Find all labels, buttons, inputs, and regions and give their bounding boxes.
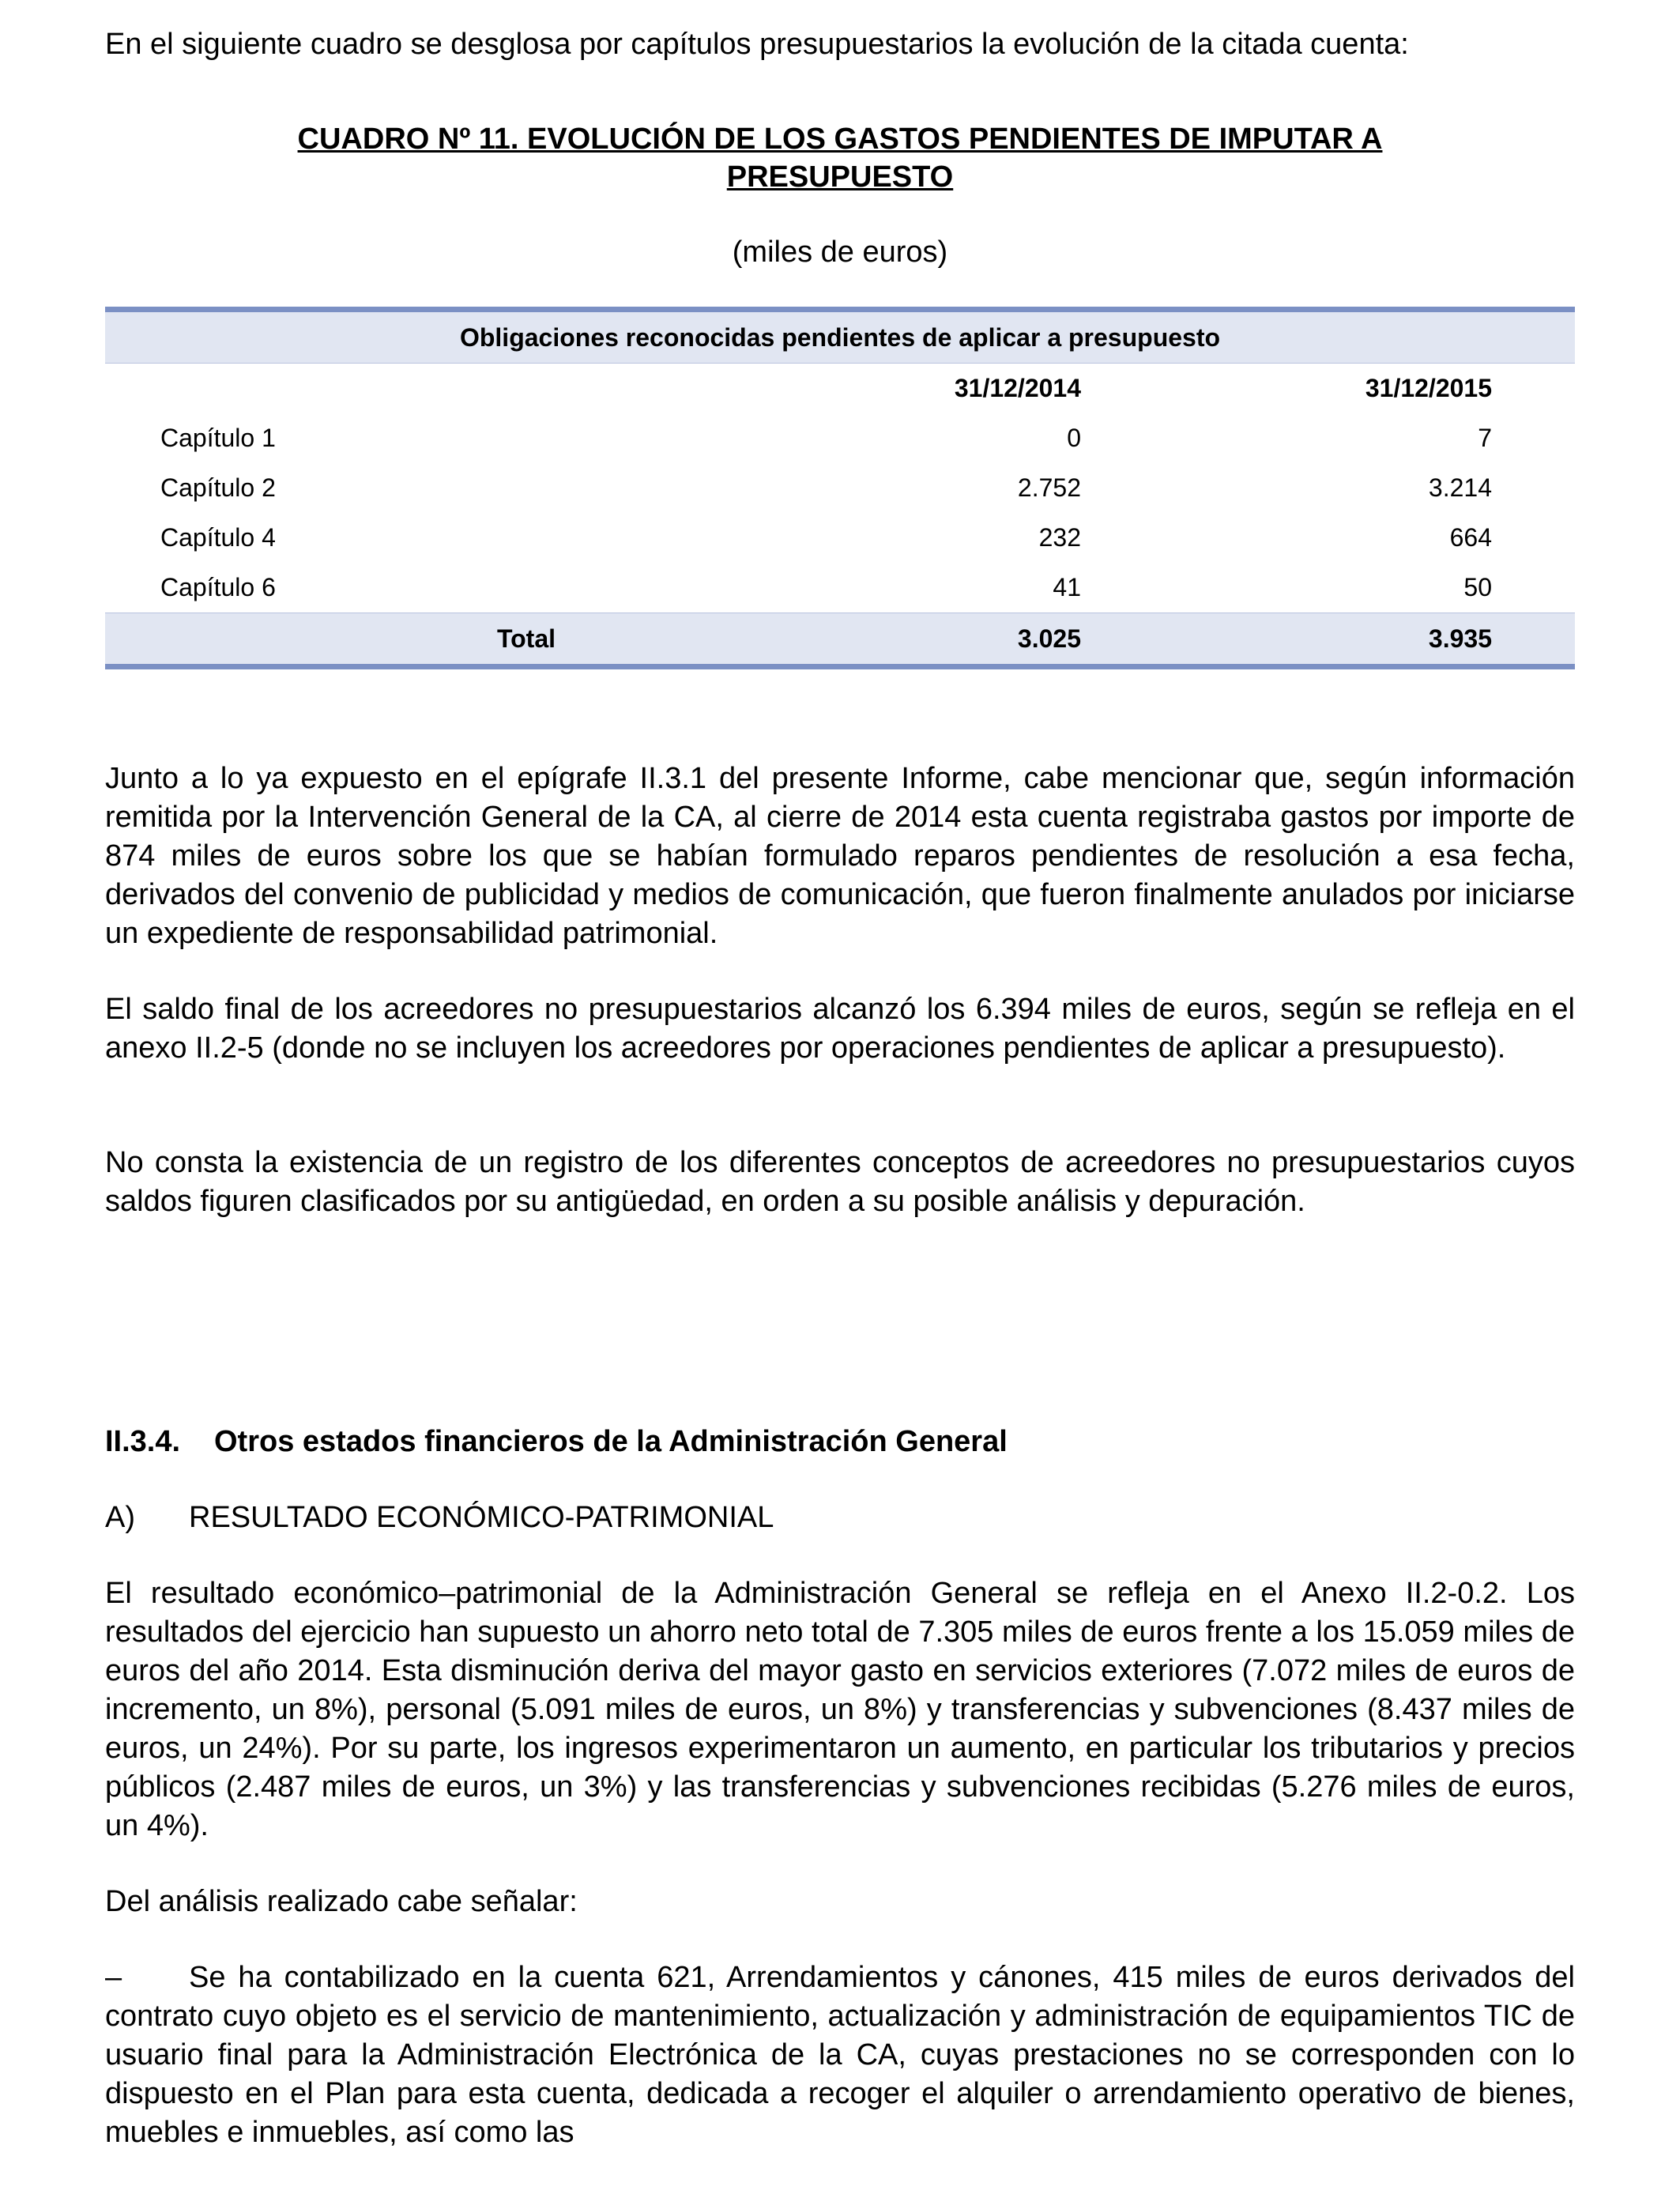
column-header-2015: 31/12/2015 — [1365, 374, 1492, 402]
paragraph-acreedores-saldo: El saldo final de los acreedores no presupuestarios alcanzó los 6.394 miles de euros, según se refleja en el anexo II.2-5 (donde no se incluyen los acreedores por operaciones pendientes de aplicar a presupuesto). — [105, 993, 1575, 1065]
table-row — [105, 563, 1575, 613]
paragraph-analisis: Del análisis realizado cabe señalar: — [105, 1885, 578, 1918]
table-row — [105, 463, 1575, 513]
cell-2015: 50 — [1463, 573, 1492, 601]
row-label: Capítulo 4 — [160, 523, 276, 552]
paragraph-reparos: Junto a lo ya expuesto en el epígrafe II.3.1 del presente Informe, cabe mencionar que, según información remitida por la Intervención General de la CA, al cierre de 2014 esta cuenta registraba gastos por importe de 874 miles de euros sobre los que se habían formulado reparos pendientes de resolución a esa fecha, derivados del convenio de publicidad y medios de comunicación, que fueron finalmente anulados por iniciarse un expediente de responsabilidad patrimonial. — [105, 762, 1575, 950]
row-label: Capítulo 6 — [160, 573, 276, 601]
cell-2015: 664 — [1449, 523, 1492, 552]
section-number: II.3.4. — [105, 1425, 181, 1458]
section-title: Otros estados financieros de la Administración General — [214, 1425, 1008, 1458]
section-heading — [105, 1423, 1575, 1461]
table-header-row — [105, 310, 1575, 364]
table-total-row — [105, 613, 1575, 667]
list-item-text: Se ha contabilizado en la cuenta 621, Arrendamientos y cánones, 415 miles de euros derivados del contrato cuyo objeto es el servicio de mantenimiento, actualización y administración de equipamientos TIC de usuario final para la Administración Electrónica de la CA, cuyas prestaciones no se corresponden con lo dispuesto en el Plan para esta cuenta, dedicada a recoger el alquiler o arrendamiento operativo de bienes, muebles e inmuebles, así como las — [105, 1961, 1575, 2149]
cell-2014: 41 — [1053, 573, 1081, 601]
row-label: Capítulo 1 — [160, 424, 276, 452]
intro-paragraph: En el siguiente cuadro se desglosa por capítulos presupuestarios la evolución de la citada cuenta: — [105, 28, 1409, 61]
row-label: Capítulo 2 — [160, 473, 276, 502]
expenses-table — [105, 307, 1575, 669]
subsection-title: RESULTADO ECONÓMICO-PATRIMONIAL — [189, 1501, 774, 1534]
table-title — [105, 120, 1575, 196]
cell-2014: 2.752 — [1017, 473, 1081, 502]
table-row — [105, 413, 1575, 463]
total-label: Total — [105, 613, 682, 667]
dash-bullet: – — [105, 1961, 122, 1994]
column-header-2014: 31/12/2014 — [954, 374, 1081, 402]
table-units: (miles de euros) — [732, 236, 948, 269]
table-title-line1: CUADRO Nº 11. EVOLUCIÓN DE LOS GASTOS PENDIENTES DE IMPUTAR A — [297, 123, 1383, 156]
total-2014: 3.025 — [682, 613, 1089, 667]
subsection-letter: A) — [105, 1501, 135, 1534]
list-item — [105, 1958, 1575, 2152]
cell-2015: 7 — [1478, 424, 1492, 452]
table-columns-row — [105, 364, 1575, 414]
cell-2015: 3.214 — [1428, 473, 1492, 502]
total-2015: 3.935 — [1089, 613, 1575, 667]
cell-2014: 0 — [1067, 424, 1081, 452]
table-header: Obligaciones reconocidas pendientes de aplicar a presupuesto — [105, 310, 1575, 364]
paragraph-acreedores-registro: No consta la existencia de un registro de los diferentes conceptos de acreedores no presupuestarios cuyos saldos figuren clasificados por su antigüedad, en orden a su posible análisis y depuración. — [105, 1146, 1575, 1218]
table-row — [105, 513, 1575, 563]
cell-2014: 232 — [1038, 523, 1081, 552]
subsection-heading — [105, 1498, 1575, 1537]
column-header-empty — [105, 364, 682, 414]
table-title-line2: PRESUPUESTO — [726, 160, 954, 194]
paragraph-resultado: El resultado económico–patrimonial de la Administración General se refleja en el Anexo II.2-0.2. Los resultados del ejercicio han supuesto un ahorro neto total de 7.305 miles de euros frente a los 15.059 miles de euros del año 2014. Esta disminución deriva del mayor gasto en servicios exteriores (7.072 miles de euros de incremento, un 8%), personal (5.091 miles de euros, un 8%) y transferencias y subvenciones (8.437 miles de euros, un 24%). Por su parte, los ingresos experimentaron un aumento, en particular los tributarios y precios públicos (2.487 miles de euros, un 3%) y las transferencias y subvenciones recibidas (5.276 miles de euros, un 4%). — [105, 1577, 1575, 1842]
